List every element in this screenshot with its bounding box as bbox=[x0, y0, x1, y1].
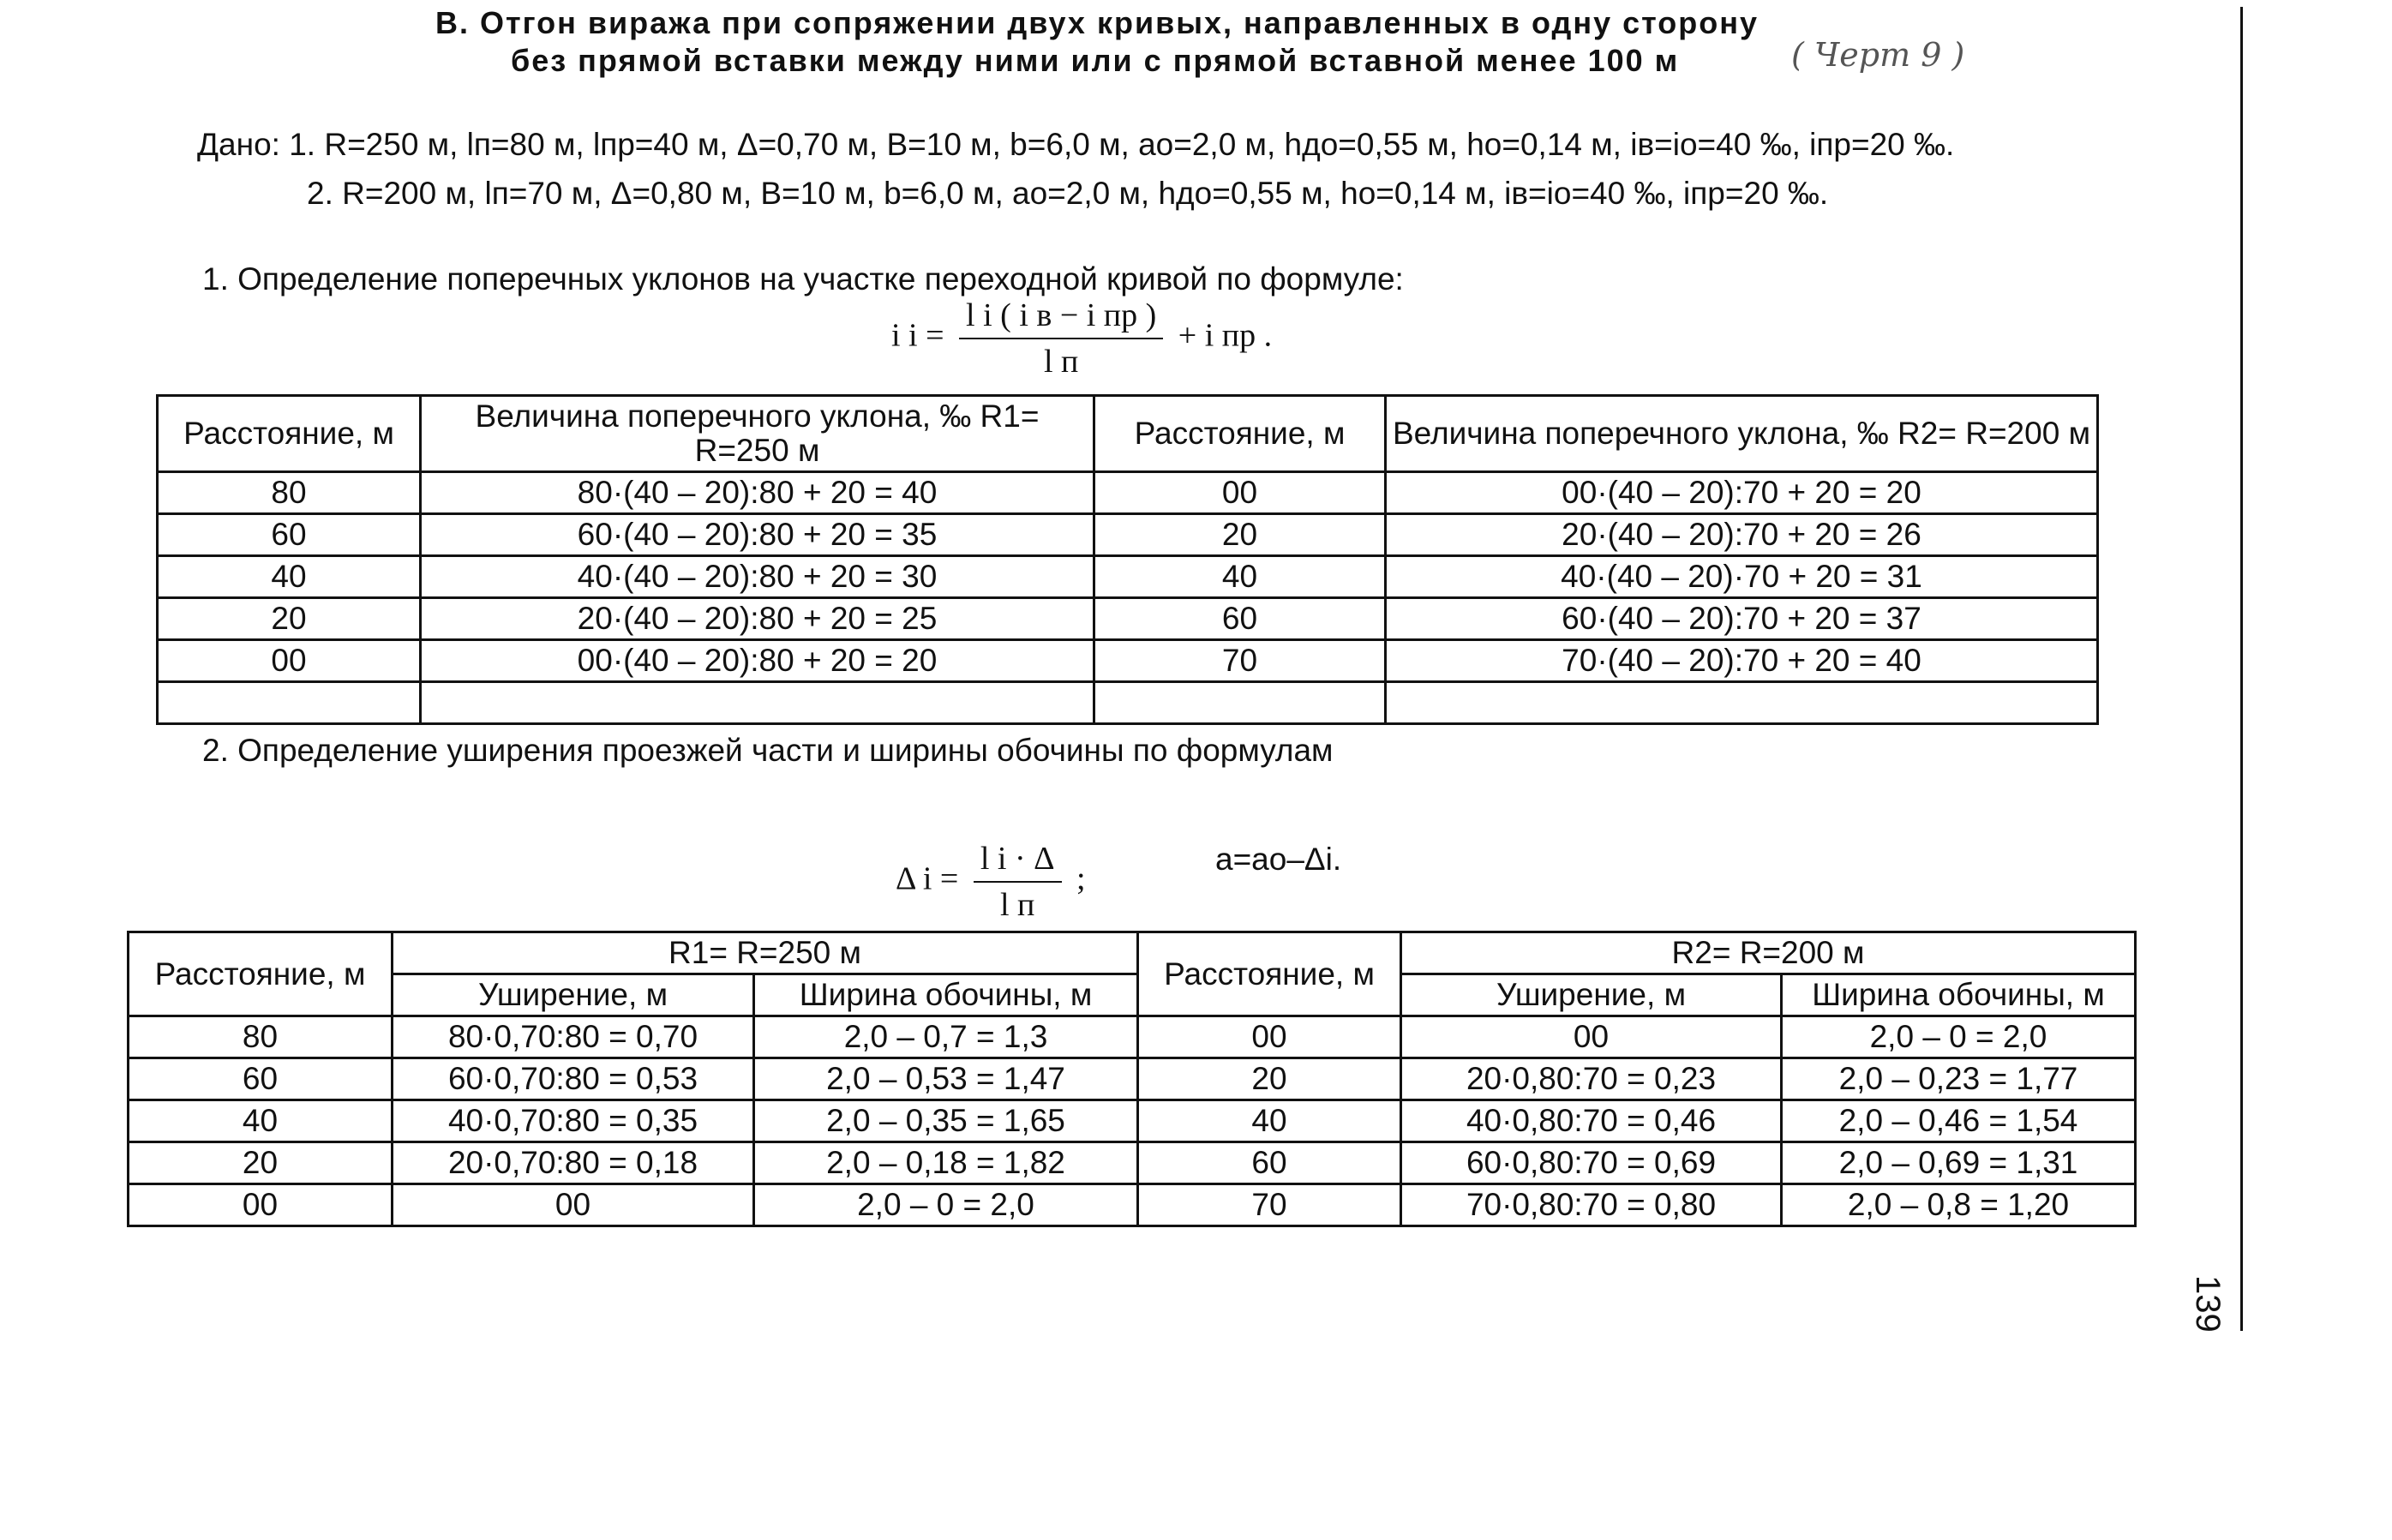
table-cell: 20 bbox=[1094, 514, 1386, 556]
header-distance-r1: Расстояние, м bbox=[129, 932, 393, 1016]
table-row bbox=[129, 1016, 2136, 1058]
shoulder-formula: a=aо–Δi. bbox=[1215, 842, 1342, 877]
header-shoulder-r2: Ширина обочины, м bbox=[1782, 974, 2136, 1016]
table-cell: 60·0,70:80 = 0,53 bbox=[393, 1058, 754, 1100]
slope-formula-fraction bbox=[959, 297, 1163, 381]
table-cell bbox=[1094, 682, 1386, 724]
table-cell: 20·0,80:70 = 0,23 bbox=[1401, 1058, 1782, 1100]
table-cell: 00 bbox=[129, 1184, 393, 1226]
page-number: 139 bbox=[2189, 1275, 2227, 1333]
table-cell bbox=[158, 682, 421, 724]
table-cell: 2,0 – 0,53 = 1,47 bbox=[754, 1058, 1138, 1100]
table-cell: 60 bbox=[1138, 1142, 1401, 1184]
slope-formula bbox=[891, 297, 1272, 381]
table-cell: 70 bbox=[1138, 1184, 1401, 1226]
table-cell: 2,0 – 0,8 = 1,20 bbox=[1782, 1184, 2136, 1226]
table-cell: 60 bbox=[129, 1058, 393, 1100]
margin-rule bbox=[2240, 7, 2243, 1331]
header-group-r2: R2= R=200 м bbox=[1401, 932, 2136, 974]
table-row bbox=[129, 1142, 2136, 1184]
document-title-line2: без прямой вставки между ними или с прямой вставной менее 100 м bbox=[511, 43, 1680, 78]
header-slope-r1: Величина поперечного уклона, ‰ R1= R=250 м bbox=[421, 396, 1094, 472]
table-row bbox=[158, 556, 2098, 598]
header-widening-r1: Уширение, м bbox=[393, 974, 754, 1016]
table-cell: 70·(40 – 20):70 + 20 = 40 bbox=[1386, 640, 2098, 682]
table-cell: 80 bbox=[129, 1016, 393, 1058]
header-shoulder-r1: Ширина обочины, м bbox=[754, 974, 1138, 1016]
table-cell bbox=[421, 682, 1094, 724]
widening-formula-fraction bbox=[974, 840, 1062, 924]
table-cell: 40 bbox=[129, 1100, 393, 1142]
widening-formula-sep: ; bbox=[1076, 860, 1086, 897]
table-cell: 60 bbox=[158, 514, 421, 556]
table-cell: 00 bbox=[1401, 1016, 1782, 1058]
given-line-2: 2. R=200 м, lп=70 м, Δ=0,80 м, B=10 м, b=6,0 м, aо=2,0 м, hдо=0,55 м, hо=0,14 м, iв=iо=40 ‰, iпр=20 ‰. bbox=[307, 176, 1829, 211]
table-cell: 20 bbox=[129, 1142, 393, 1184]
widening-formula-denominator: l п bbox=[999, 887, 1035, 923]
table-cell: 2,0 – 0,69 = 1,31 bbox=[1782, 1142, 2136, 1184]
table-cell: 20·(40 – 20):80 + 20 = 25 bbox=[421, 598, 1094, 640]
header-widening-r2: Уширение, м bbox=[1401, 974, 1782, 1016]
widening-formula bbox=[896, 840, 1086, 924]
header-distance-r2: Расстояние, м bbox=[1094, 396, 1386, 472]
table-cell: 60 bbox=[1094, 598, 1386, 640]
table-cell: 80·0,70:80 = 0,70 bbox=[393, 1016, 754, 1058]
given-line-1: Дано: 1. R=250 м, lп=80 м, lпр=40 м, Δ=0,70 м, B=10 м, b=6,0 м, aо=2,0 м, hдо=0,55 м, hо=0,14 м, iв=iо=40 ‰, iпр=20 ‰. bbox=[197, 127, 1955, 162]
section2-heading: 2. Определение уширения проезжей части и ширины обочины по формулам bbox=[202, 733, 1334, 768]
table-cell: 20 bbox=[1138, 1058, 1401, 1100]
table-cell: 00 bbox=[158, 640, 421, 682]
widening-table bbox=[127, 931, 2137, 1227]
slope-table bbox=[156, 394, 2099, 725]
table-row bbox=[129, 1184, 2136, 1226]
header-slope-r2: Величина поперечного уклона, ‰ R2= R=200 м bbox=[1386, 396, 2098, 472]
table-cell: 2,0 – 0,18 = 1,82 bbox=[754, 1142, 1138, 1184]
table-row bbox=[158, 682, 2098, 724]
widening-formula-numerator: l i · Δ bbox=[974, 840, 1062, 883]
table-cell: 20·0,70:80 = 0,18 bbox=[393, 1142, 754, 1184]
table-cell: 60·(40 – 20):70 + 20 = 37 bbox=[1386, 598, 2098, 640]
widening-table-group-row bbox=[129, 932, 2136, 974]
slope-formula-tail: + i пр . bbox=[1178, 317, 1273, 354]
table-cell: 2,0 – 0,7 = 1,3 bbox=[754, 1016, 1138, 1058]
table-cell: 70·0,80:70 = 0,80 bbox=[1401, 1184, 1782, 1226]
table-cell: 60·0,80:70 = 0,69 bbox=[1401, 1142, 1782, 1184]
table-cell: 40 bbox=[1138, 1100, 1401, 1142]
table-cell: 20·(40 – 20):70 + 20 = 26 bbox=[1386, 514, 2098, 556]
table-row bbox=[158, 514, 2098, 556]
table-cell: 2,0 – 0,23 = 1,77 bbox=[1782, 1058, 2136, 1100]
section1-heading: 1. Определение поперечных уклонов на участке переходной кривой по формуле: bbox=[202, 261, 1404, 297]
header-distance-r2: Расстояние, м bbox=[1138, 932, 1401, 1016]
widening-table-sub-row bbox=[129, 974, 2136, 1016]
table-cell: 20 bbox=[158, 598, 421, 640]
table-cell: 2,0 – 0,35 = 1,65 bbox=[754, 1100, 1138, 1142]
table-cell: 40·0,80:70 = 0,46 bbox=[1401, 1100, 1782, 1142]
table-cell: 40·0,70:80 = 0,35 bbox=[393, 1100, 754, 1142]
table-cell: 00 bbox=[1094, 472, 1386, 514]
table-cell: 40·(40 – 20):80 + 20 = 30 bbox=[421, 556, 1094, 598]
table-cell: 2,0 – 0,46 = 1,54 bbox=[1782, 1100, 2136, 1142]
table-cell: 00 bbox=[393, 1184, 754, 1226]
table-cell: 60·(40 – 20):80 + 20 = 35 bbox=[421, 514, 1094, 556]
table-cell bbox=[1386, 682, 2098, 724]
table-cell: 80 bbox=[158, 472, 421, 514]
document-title-line1: В. Отгон виража при сопряжении двух кривых, направленных в одну сторону bbox=[435, 5, 1760, 40]
table-cell: 00 bbox=[1138, 1016, 1401, 1058]
table-row bbox=[129, 1100, 2136, 1142]
table-cell: 2,0 – 0 = 2,0 bbox=[1782, 1016, 2136, 1058]
table-cell: 2,0 – 0 = 2,0 bbox=[754, 1184, 1138, 1226]
table-cell: 40 bbox=[1094, 556, 1386, 598]
slope-formula-numerator: l i ( i в − i пр ) bbox=[959, 297, 1163, 339]
slope-formula-denominator: l п bbox=[1043, 344, 1079, 380]
table-row bbox=[158, 598, 2098, 640]
header-distance-r1: Расстояние, м bbox=[158, 396, 421, 472]
table-cell: 40 bbox=[158, 556, 421, 598]
table-cell: 00·(40 – 20):80 + 20 = 20 bbox=[421, 640, 1094, 682]
widening-formula-lhs: Δ i = bbox=[896, 860, 959, 897]
handwritten-note: ( Черт 9 ) bbox=[1791, 36, 1965, 74]
slope-table-header-row bbox=[158, 396, 2098, 472]
table-cell: 80·(40 – 20):80 + 20 = 40 bbox=[421, 472, 1094, 514]
table-cell: 00·(40 – 20):70 + 20 = 20 bbox=[1386, 472, 2098, 514]
table-row bbox=[158, 640, 2098, 682]
table-cell: 70 bbox=[1094, 640, 1386, 682]
table-cell: 40·(40 – 20)·70 + 20 = 31 bbox=[1386, 556, 2098, 598]
header-group-r1: R1= R=250 м bbox=[393, 932, 1138, 974]
slope-formula-lhs: i i = bbox=[891, 317, 944, 354]
table-row bbox=[129, 1058, 2136, 1100]
table-row bbox=[158, 472, 2098, 514]
